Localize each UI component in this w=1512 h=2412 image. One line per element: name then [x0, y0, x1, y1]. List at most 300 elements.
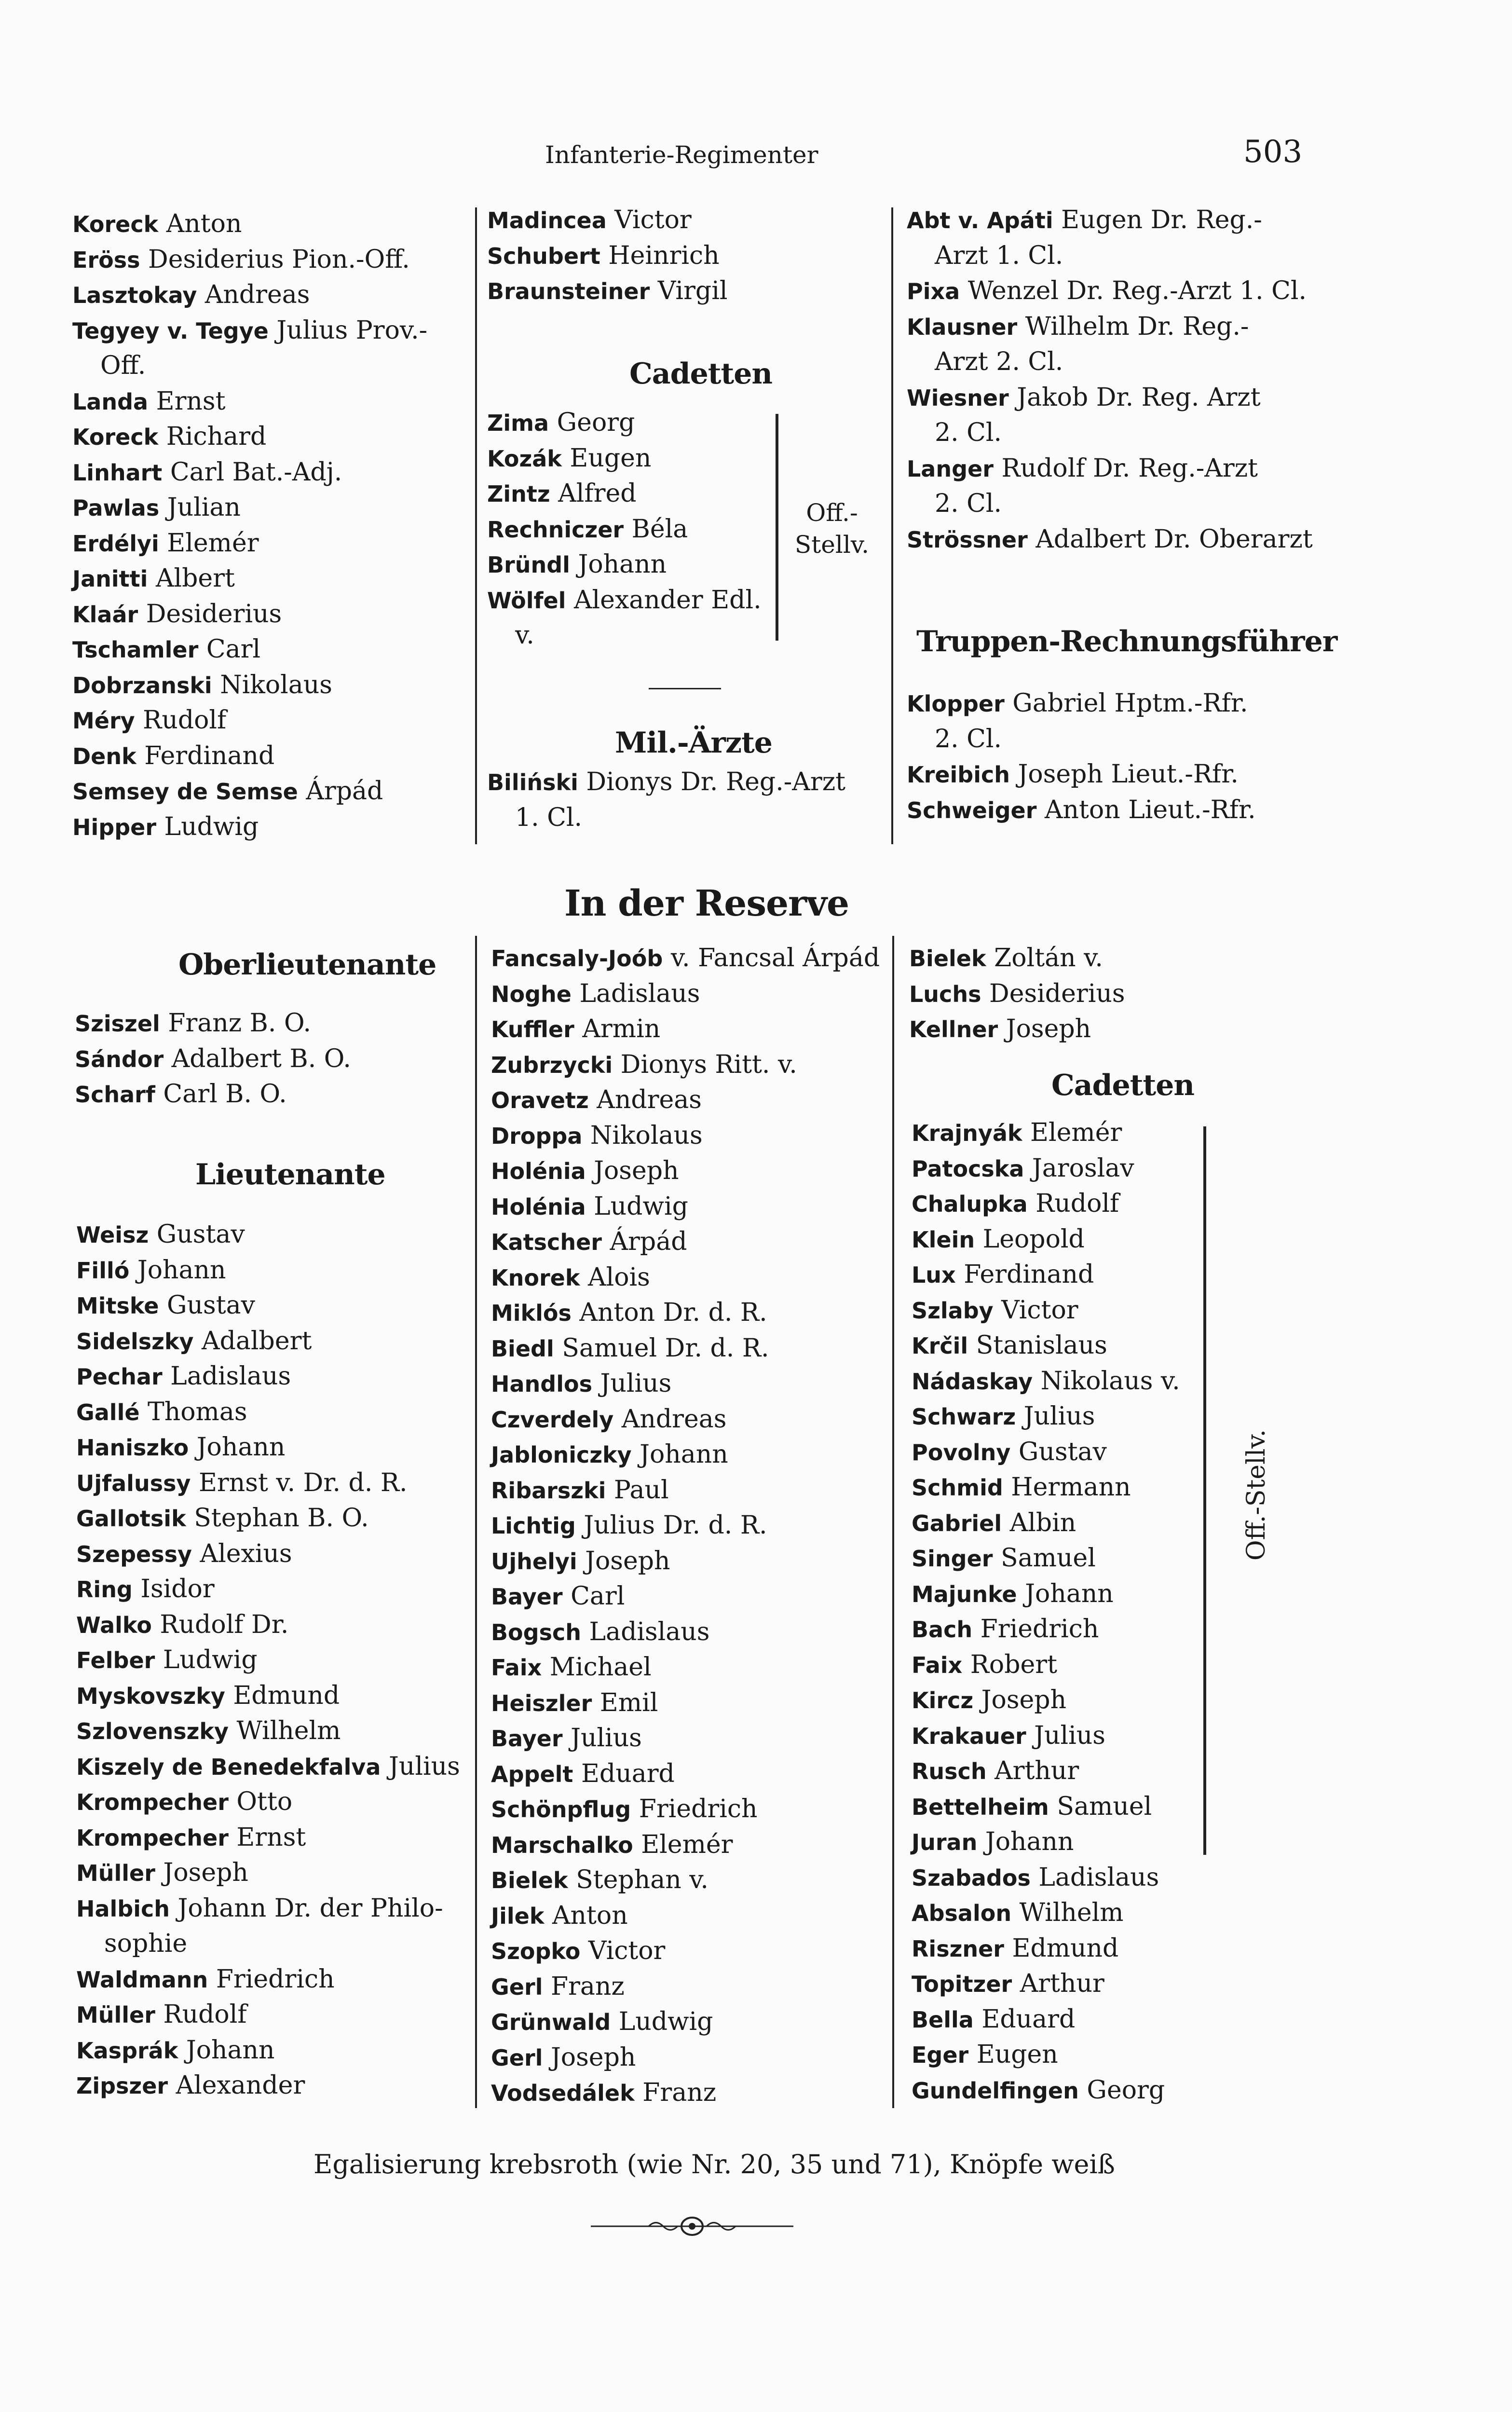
col3-top-list — [907, 203, 1313, 557]
given-name-and-rank: Árpád — [601, 1227, 687, 1256]
surname: Lux — [912, 1262, 956, 1288]
oberlieutenante-heading: Oberlieutenante — [178, 948, 436, 982]
given-name-and-rank: Robert — [962, 1650, 1058, 1679]
surname: Krakauer — [912, 1723, 1026, 1749]
surname: Bielek — [491, 1867, 568, 1893]
given-name-and-rank: Richard — [158, 422, 267, 451]
given-name-and-rank: Adalbert B. O. — [163, 1044, 351, 1073]
column-rule-3 — [475, 936, 477, 2108]
surname: Haniszko — [76, 1435, 189, 1461]
list-entry — [491, 2040, 891, 2076]
given-name-and-rank: Eugen — [968, 2040, 1058, 2069]
list-entry — [912, 1470, 1249, 1506]
list-entry — [76, 1217, 477, 1253]
surname: Schweiger — [907, 797, 1037, 823]
surname: Singer — [912, 1546, 993, 1572]
given-name-and-rank: Anton Lieut.-Rfr. — [1036, 795, 1256, 824]
given-name-and-rank: Ludwig — [611, 2007, 713, 2036]
list-entry — [487, 274, 883, 309]
surname: Bettelheim — [912, 1794, 1049, 1820]
list-entry — [912, 1506, 1249, 1541]
surname: Handlos — [491, 1371, 592, 1397]
given-name-and-rank: Stephan v. — [568, 1865, 708, 1894]
given-name-and-rank: Eugen Dr. Reg.- — [1053, 206, 1262, 234]
list-entry — [909, 1012, 1309, 1047]
list-entry — [72, 597, 468, 632]
surname: Kiszely de Benedekfalva — [76, 1754, 381, 1780]
given-name-and-rank: Julius — [1026, 1721, 1105, 1750]
surname: Vodsedálek — [491, 2080, 635, 2106]
list-entry — [76, 1678, 477, 1714]
list-entry — [491, 1260, 891, 1296]
given-name-and-rank: Carl — [562, 1582, 625, 1611]
list-entry — [72, 313, 468, 349]
given-name-and-rank: Nikolaus — [582, 1121, 703, 1150]
surname: Tschamler — [72, 637, 199, 663]
list-entry — [72, 384, 468, 420]
list-entry — [75, 1006, 461, 1042]
surname: Fancsaly-Joób — [491, 946, 663, 972]
surname: Klaár — [72, 601, 138, 628]
given-name-and-rank: Andreas — [613, 1404, 727, 1434]
list-entry — [487, 441, 776, 477]
list-entry — [76, 1784, 477, 1820]
surname: Pawlas — [72, 495, 160, 521]
given-name-and-rank: Arzt 2. Cl. — [935, 347, 1063, 376]
surname: Patocska — [912, 1155, 1024, 1182]
list-entry — [76, 1324, 477, 1359]
given-name-and-rank: Ferdinand — [136, 741, 275, 770]
surname: Krajnyák — [912, 1120, 1022, 1146]
given-name-and-rank: Victor — [606, 206, 692, 234]
surname: Klopper — [907, 691, 1005, 717]
given-name-and-rank: Johann Dr. der Philo- — [170, 1893, 443, 1923]
col2-top-list — [487, 203, 883, 309]
given-name-and-rank: Otto — [228, 1787, 293, 1816]
given-name-and-rank: Béla — [624, 514, 688, 544]
given-name-and-rank: Franz — [634, 2078, 717, 2107]
given-name-and-rank: Gabriel Hptm.-Rfr. — [1004, 689, 1248, 718]
given-name-and-rank: Joseph — [543, 2042, 636, 2072]
surname: Povolny — [912, 1439, 1011, 1466]
given-name-and-rank: sophie — [104, 1929, 188, 1958]
given-name-and-rank: Alois — [580, 1262, 650, 1292]
list-entry — [76, 1253, 477, 1288]
surname: Kreibich — [907, 762, 1010, 788]
surname: Knorek — [491, 1264, 580, 1291]
surname: Méry — [72, 708, 135, 734]
given-name-and-rank: Ladislaus — [1030, 1863, 1159, 1892]
surname: Kuffler — [491, 1016, 574, 1042]
given-name-and-rank: Árpád — [298, 777, 383, 806]
given-name-and-rank: Nikolaus — [212, 670, 332, 699]
list-entry — [912, 1364, 1249, 1399]
list-entry — [907, 309, 1307, 345]
list-entry — [72, 739, 468, 774]
list-entry — [72, 809, 468, 845]
list-entry — [491, 1827, 891, 1863]
col2-reserve-list — [491, 941, 891, 2111]
list-entry — [491, 1756, 891, 1792]
surname: Koreck — [72, 424, 159, 450]
list-entry — [491, 1402, 891, 1438]
surname: Jilek — [491, 1903, 545, 1929]
list-entry — [72, 348, 468, 384]
surname: Klein — [912, 1226, 975, 1253]
given-name-and-rank: Hermann — [1003, 1473, 1131, 1502]
surname: Schmid — [912, 1475, 1003, 1501]
given-name-and-rank: Albert — [148, 564, 235, 593]
list-entry — [912, 1789, 1249, 1825]
given-name-and-rank: Rudolf — [155, 2000, 247, 2029]
given-name-and-rank: Carl Bat.-Adj. — [162, 457, 342, 487]
given-name-and-rank: Edmund — [1004, 1933, 1119, 1963]
surname: Braunsteiner — [487, 278, 650, 304]
list-entry — [76, 2068, 477, 2104]
given-name-and-rank: Ernst v. Dr. d. R. — [191, 1468, 408, 1497]
surname: Kellner — [909, 1016, 998, 1042]
list-entry — [487, 238, 883, 274]
given-name-and-rank: Wilhelm Dr. Reg.- — [1017, 312, 1249, 341]
given-name-and-rank: Ferdinand — [955, 1260, 1094, 1289]
list-entry — [491, 1473, 891, 1508]
given-name-and-rank: Michael — [542, 1653, 652, 1682]
given-name-and-rank: 1. Cl. — [515, 803, 583, 832]
list-entry — [76, 1855, 477, 1891]
surname: Scharf — [75, 1082, 155, 1108]
given-name-and-rank: Desiderius — [138, 599, 282, 629]
given-name-and-rank: Julius Dr. d. R. — [575, 1511, 767, 1540]
list-entry — [907, 757, 1307, 793]
given-name-and-rank: Jakob Dr. Reg. Arzt — [1008, 383, 1261, 412]
given-name-and-rank: Nikolaus v. — [1033, 1366, 1180, 1396]
list-entry — [72, 490, 468, 526]
list-entry — [72, 455, 468, 491]
list-entry — [491, 1933, 891, 1969]
list-entry — [75, 1042, 461, 1077]
list-entry — [907, 722, 1307, 757]
list-entry — [912, 2037, 1249, 2073]
list-entry — [491, 1189, 891, 1225]
surname: Gallé — [76, 1399, 140, 1425]
given-name-and-rank: Andreas — [197, 280, 310, 309]
list-entry — [912, 1966, 1249, 2002]
surname: Noghe — [491, 981, 572, 1007]
given-name-and-rank: Albin — [1002, 1508, 1076, 1537]
given-name-and-rank: Jaroslav — [1024, 1153, 1134, 1183]
given-name-and-rank: 2. Cl. — [935, 489, 1002, 518]
list-entry — [491, 1083, 891, 1118]
list-entry — [72, 277, 468, 313]
list-entry — [72, 419, 468, 455]
list-entry — [912, 1895, 1249, 1931]
list-entry — [912, 1612, 1249, 1647]
list-entry — [491, 1863, 891, 1898]
list-entry — [76, 1643, 477, 1678]
surname: Absalon — [912, 1900, 1012, 1926]
list-entry — [72, 242, 468, 278]
list-entry — [487, 476, 776, 512]
surname: Oravetz — [491, 1087, 589, 1113]
list-entry — [76, 1395, 477, 1430]
surname: Pechar — [76, 1364, 163, 1390]
list-entry — [75, 1077, 461, 1112]
given-name-and-rank: Ladislaus — [162, 1362, 291, 1391]
surname: Szlovenszky — [76, 1718, 229, 1744]
given-name-and-rank: Carl — [198, 635, 261, 664]
list-entry — [491, 976, 891, 1012]
given-name-and-rank: Heinrich — [600, 241, 720, 270]
given-name-and-rank: 2. Cl. — [935, 418, 1002, 447]
surname: Szabados — [912, 1864, 1031, 1891]
offstellv-side-label: Off.-Stellv. — [1242, 1429, 1271, 1561]
surname: Schwarz — [912, 1404, 1016, 1430]
list-entry — [72, 206, 468, 242]
list-entry — [487, 765, 883, 800]
list-entry — [76, 1926, 477, 1962]
surname: Nádaskay — [912, 1368, 1033, 1395]
list-entry — [491, 1295, 891, 1331]
list-entry — [491, 1650, 891, 1686]
list-entry — [491, 2004, 891, 2040]
col3-truppen-list — [907, 686, 1307, 828]
list-entry — [72, 703, 468, 739]
given-name-and-rank: Thomas — [139, 1397, 247, 1426]
given-name-and-rank: Julius — [562, 1724, 642, 1753]
given-name-and-rank: Desiderius — [981, 979, 1125, 1008]
surname: Janitti — [72, 566, 148, 592]
surname: Wölfel — [487, 587, 566, 614]
given-name-and-rank: Arthur — [1012, 1969, 1104, 1998]
cadetten-heading: Cadetten — [629, 357, 772, 391]
col2-cadets-list — [487, 405, 776, 654]
surname: Juran — [912, 1829, 978, 1855]
col1-top-list — [72, 206, 468, 845]
list-entry — [491, 1721, 891, 1756]
list-entry — [912, 2002, 1249, 2038]
surname: Jabloniczky — [491, 1442, 632, 1468]
list-entry — [491, 1224, 891, 1260]
surname: Rusch — [912, 1758, 987, 1784]
surname: Ribarszki — [491, 1477, 606, 1504]
surname: Zipszer — [76, 2073, 168, 2099]
list-entry — [72, 668, 468, 703]
list-entry — [491, 1969, 891, 2005]
surname: Eröss — [72, 247, 140, 273]
list-entry — [912, 1151, 1249, 1187]
given-name-and-rank: Dionys Dr. Reg.-Arzt — [578, 767, 846, 796]
given-name-and-rank: Eduard — [973, 2004, 1076, 2034]
list-entry — [76, 1820, 477, 1856]
surname: Gundelfingen — [912, 2077, 1079, 2104]
surname: Szopko — [491, 1938, 581, 1964]
list-entry — [72, 561, 468, 597]
given-name-and-rank: Anton — [544, 1901, 628, 1930]
surname: Eger — [912, 2042, 969, 2068]
list-entry — [487, 512, 776, 548]
given-name-and-rank: Elemér — [633, 1830, 733, 1859]
given-name-and-rank: Arthur — [986, 1756, 1079, 1785]
surname: Topitzer — [912, 1971, 1012, 1997]
surname: Gerl — [491, 2044, 543, 2071]
offstellv-label: Off.- Stellv. — [794, 499, 870, 559]
given-name-and-rank: Rudolf Dr. — [151, 1610, 289, 1639]
list-entry — [487, 203, 883, 238]
given-name-and-rank: Joseph — [973, 1686, 1067, 1714]
list-entry — [491, 1686, 891, 1721]
surname: Biedl — [491, 1335, 554, 1362]
given-name-and-rank: Ernst — [228, 1823, 306, 1852]
surname: Luchs — [909, 981, 981, 1007]
list-entry — [912, 1576, 1249, 1612]
footer-note: Egalisierung krebsroth (wie Nr. 20, 35 und 71), Knöpfe weiß — [313, 2149, 1115, 2179]
surname: Sziszel — [75, 1011, 160, 1037]
given-name-and-rank: Johann — [189, 1433, 286, 1462]
given-name-and-rank: Johann — [1017, 1579, 1114, 1608]
given-name-and-rank: 2. Cl. — [935, 724, 1002, 754]
given-name-and-rank: Gustav — [149, 1220, 245, 1249]
given-name-and-rank: Carl B. O. — [155, 1080, 287, 1109]
list-entry — [491, 1047, 891, 1083]
surname: Müller — [76, 1860, 155, 1886]
col3-cadets-list — [912, 1115, 1249, 2108]
surname: Zima — [487, 410, 549, 436]
given-name-and-rank: Friedrich — [631, 1795, 758, 1823]
surname: Mitske — [76, 1293, 159, 1319]
surname: Myskovszky — [76, 1683, 225, 1709]
surname: Bründl — [487, 552, 570, 578]
surname: Biliński — [487, 769, 578, 795]
surname: Madincea — [487, 207, 607, 233]
surname: Halbich — [76, 1895, 170, 1922]
list-entry — [909, 976, 1309, 1012]
list-entry — [907, 451, 1307, 487]
given-name-and-rank: Gustav — [1010, 1437, 1107, 1466]
given-name-and-rank: Johann — [977, 1827, 1074, 1856]
given-name-and-rank: Joseph — [577, 1546, 670, 1576]
surname: Ujhelyi — [491, 1548, 577, 1575]
list-entry — [907, 203, 1307, 238]
list-entry — [72, 526, 468, 562]
surname: Appelt — [491, 1761, 573, 1787]
list-entry — [76, 2033, 477, 2069]
list-entry — [76, 1749, 477, 1785]
surname: Katscher — [491, 1229, 602, 1255]
given-name-and-rank: Johann — [570, 550, 667, 579]
list-entry — [912, 1293, 1249, 1329]
given-name-and-rank: Armin — [574, 1014, 661, 1043]
list-entry — [76, 1891, 477, 1927]
given-name-and-rank: Virgil — [650, 276, 728, 305]
given-name-and-rank: Adalbert — [193, 1326, 312, 1356]
ornament-divider — [591, 2214, 793, 2238]
given-name-and-rank: Samuel Dr. d. R. — [554, 1333, 769, 1363]
given-name-and-rank: Edmund — [225, 1681, 340, 1710]
surname: Hipper — [72, 814, 157, 840]
given-name-and-rank: Alexius — [191, 1539, 292, 1568]
col1-oberl-list — [75, 1006, 461, 1112]
given-name-and-rank: Andreas — [588, 1085, 702, 1114]
column-rule-2 — [891, 207, 893, 844]
list-entry — [76, 1501, 477, 1536]
given-name-and-rank: Alexander Edl. — [566, 585, 762, 615]
list-entry — [907, 344, 1307, 380]
given-name-and-rank: Emil — [592, 1688, 658, 1717]
list-entry — [907, 486, 1307, 522]
list-entry — [912, 1435, 1249, 1470]
given-name-and-rank: Julian — [159, 493, 241, 522]
surname: Waldmann — [76, 1966, 208, 1993]
surname: Strössner — [907, 526, 1028, 553]
given-name-and-rank: Johann — [129, 1255, 226, 1285]
surname: Felber — [76, 1647, 155, 1673]
given-name-and-rank: Wilhelm — [1011, 1898, 1124, 1927]
list-entry — [912, 1257, 1249, 1293]
list-entry — [487, 800, 883, 836]
given-name-and-rank: Rudolf — [135, 706, 227, 735]
surname: Kozák — [487, 445, 562, 472]
surname: Lichtig — [491, 1513, 576, 1539]
surname: Szlaby — [912, 1297, 994, 1324]
given-name-and-rank: Georg — [549, 408, 635, 437]
list-entry — [907, 793, 1307, 828]
surname: Gerl — [491, 1973, 543, 2000]
list-entry — [912, 1647, 1249, 1683]
given-name-and-rank: Gustav — [159, 1291, 255, 1320]
surname: Chalupka — [912, 1191, 1028, 1217]
given-name-and-rank: Victor — [993, 1295, 1078, 1325]
given-name-and-rank: Georg — [1078, 2075, 1165, 2105]
list-entry — [912, 1186, 1249, 1222]
list-entry — [491, 1792, 891, 1827]
list-entry — [912, 1860, 1249, 1896]
given-name-and-rank: Samuel — [993, 1544, 1096, 1573]
surname: Sidelszky — [76, 1328, 194, 1355]
col3-reserve-list — [909, 941, 1309, 1047]
surname: Bach — [912, 1617, 973, 1643]
surname: Bayer — [491, 1726, 563, 1752]
surname: Krčil — [912, 1333, 968, 1359]
page-number: 503 — [1243, 134, 1303, 170]
list-entry — [912, 2073, 1249, 2109]
list-entry — [912, 1399, 1249, 1435]
surname: Krompecher — [76, 1789, 229, 1815]
list-entry — [912, 1683, 1249, 1718]
list-entry — [76, 1288, 477, 1324]
surname: Erdélyi — [72, 530, 159, 557]
column-rule-1 — [475, 207, 477, 844]
given-name-and-rank: Rudolf — [1027, 1189, 1119, 1218]
surname: Bogsch — [491, 1619, 581, 1645]
given-name-and-rank: Leopold — [975, 1224, 1085, 1254]
list-entry — [491, 1544, 891, 1579]
list-entry — [76, 1359, 477, 1395]
list-entry — [76, 1607, 477, 1643]
surname: Czverdely — [491, 1406, 614, 1433]
given-name-and-rank: Elemér — [159, 528, 259, 558]
list-entry — [907, 380, 1307, 416]
given-name-and-rank: Paul — [606, 1475, 669, 1505]
surname: Semsey de Semse — [72, 779, 298, 805]
given-name-and-rank: Victor — [580, 1936, 666, 1965]
surname: Walko — [76, 1612, 152, 1638]
surname: Ring — [76, 1576, 133, 1603]
given-name-and-rank: Ludwig — [155, 1645, 258, 1674]
col1-lieut-list — [76, 1217, 477, 2104]
list-entry — [491, 1579, 891, 1615]
surname: Riszner — [912, 1935, 1004, 1962]
list-entry — [491, 2075, 891, 2111]
